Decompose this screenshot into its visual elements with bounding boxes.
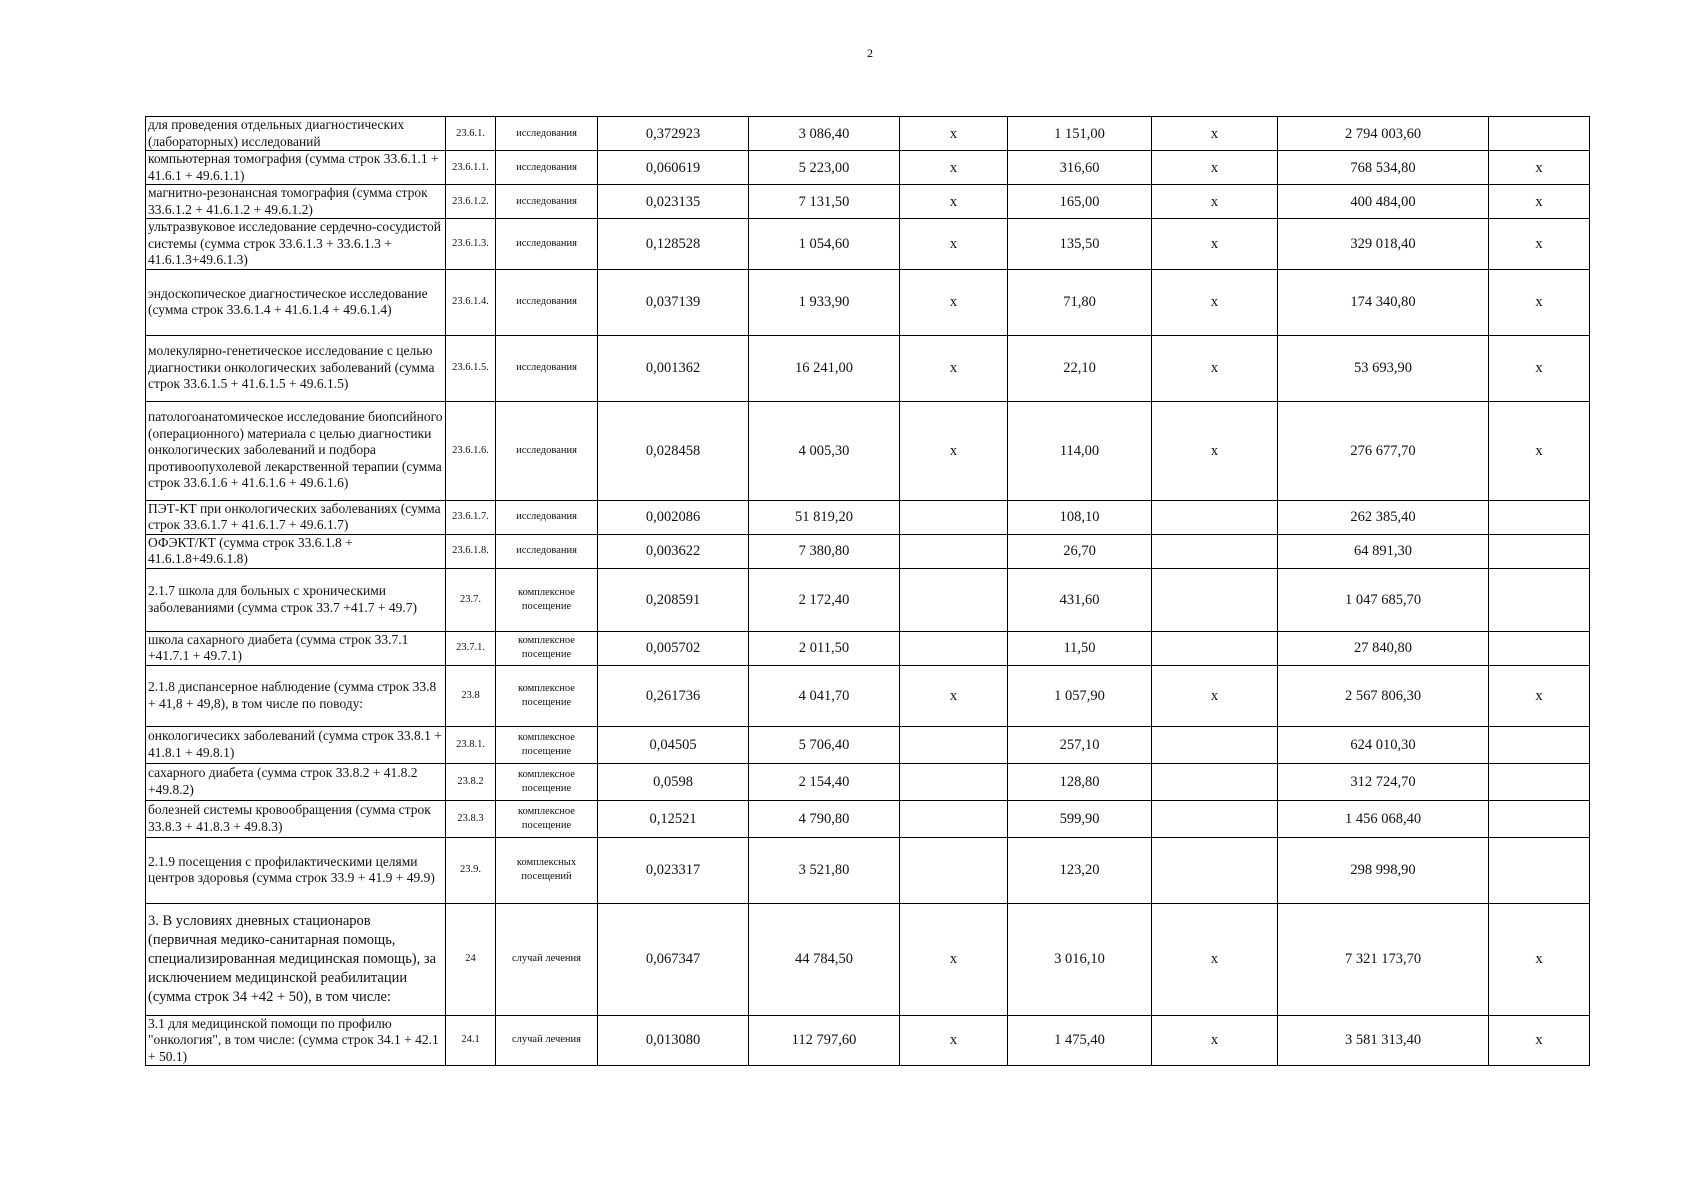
row-cost-cell: 4 005,30 xyxy=(749,401,900,500)
row-code-cell: 23.8.2 xyxy=(446,763,496,800)
row-cost-cell: 112 797,60 xyxy=(749,1015,900,1066)
row-cost-cell: 1 933,90 xyxy=(749,269,900,335)
row-code-cell: 23.6.1.3. xyxy=(446,219,496,270)
row-col7-cell: 3 016,10 xyxy=(1008,903,1152,1015)
row-col8-cell xyxy=(1152,568,1278,631)
row-col7-cell: 22,10 xyxy=(1008,335,1152,401)
row-col10-cell: x xyxy=(1489,665,1590,726)
row-volume-cell: 0,261736 xyxy=(598,665,749,726)
row-cost-cell: 3 086,40 xyxy=(749,117,900,151)
row-cost-cell: 5 706,40 xyxy=(749,726,900,763)
row-volume-cell: 0,001362 xyxy=(598,335,749,401)
row-col7-cell: 431,60 xyxy=(1008,568,1152,631)
row-cost-cell: 3 521,80 xyxy=(749,837,900,903)
row-col6-cell xyxy=(900,837,1008,903)
row-col8-cell xyxy=(1152,800,1278,837)
row-code-cell: 23.6.1.4. xyxy=(446,269,496,335)
row-total-cell: 1 456 068,40 xyxy=(1278,800,1489,837)
row-cost-cell: 44 784,50 xyxy=(749,903,900,1015)
row-code-cell: 23.8.3 xyxy=(446,800,496,837)
row-code-cell: 23.6.1.2. xyxy=(446,185,496,219)
row-col6-cell: x xyxy=(900,269,1008,335)
row-unit-cell: исследования xyxy=(496,500,598,534)
row-col7-cell: 165,00 xyxy=(1008,185,1152,219)
row-total-cell: 27 840,80 xyxy=(1278,631,1489,665)
row-col6-cell xyxy=(900,800,1008,837)
row-col10-cell xyxy=(1489,726,1590,763)
row-col8-cell: x xyxy=(1152,335,1278,401)
row-name-cell: магнитно-резонансная томография (сумма строк 33.6.1.2 + 41.6.1.2 + 49.6.1.2) xyxy=(146,185,446,219)
row-col10-cell xyxy=(1489,534,1590,568)
row-volume-cell: 0,005702 xyxy=(598,631,749,665)
row-col10-cell: x xyxy=(1489,151,1590,185)
data-table xyxy=(145,116,1590,1066)
row-col10-cell: x xyxy=(1489,903,1590,1015)
row-col6-cell xyxy=(900,763,1008,800)
row-volume-cell: 0,028458 xyxy=(598,401,749,500)
row-col6-cell xyxy=(900,726,1008,763)
row-unit-cell: комплексное посещение xyxy=(496,800,598,837)
row-total-cell: 53 693,90 xyxy=(1278,335,1489,401)
row-cost-cell: 4 790,80 xyxy=(749,800,900,837)
row-unit-cell: комплексное посещение xyxy=(496,726,598,763)
row-col6-cell xyxy=(900,534,1008,568)
row-total-cell: 262 385,40 xyxy=(1278,500,1489,534)
row-volume-cell: 0,013080 xyxy=(598,1015,749,1066)
row-volume-cell: 0,067347 xyxy=(598,903,749,1015)
row-name-cell: 2.1.7 школа для больных с хроническими заболеваниями (сумма строк 33.7 +41.7 + 49.7) xyxy=(146,568,446,631)
row-col10-cell xyxy=(1489,763,1590,800)
table-row xyxy=(146,800,1590,837)
row-volume-cell: 0,128528 xyxy=(598,219,749,270)
table-row xyxy=(146,219,1590,270)
row-col10-cell: x xyxy=(1489,401,1590,500)
row-name-cell: сахарного диабета (сумма строк 33.8.2 + 41.8.2 +49.8.2) xyxy=(146,763,446,800)
row-unit-cell: исследования xyxy=(496,219,598,270)
row-code-cell: 23.7. xyxy=(446,568,496,631)
row-name-cell: онкологичесикх заболеваний (сумма строк 33.8.1 + 41.8.1 + 49.8.1) xyxy=(146,726,446,763)
row-cost-cell: 7 131,50 xyxy=(749,185,900,219)
table-row xyxy=(146,151,1590,185)
row-volume-cell: 0,002086 xyxy=(598,500,749,534)
row-total-cell: 174 340,80 xyxy=(1278,269,1489,335)
row-code-cell: 24 xyxy=(446,903,496,1015)
table-body xyxy=(146,117,1590,1066)
row-col10-cell xyxy=(1489,500,1590,534)
row-col6-cell xyxy=(900,500,1008,534)
row-unit-cell: исследования xyxy=(496,335,598,401)
row-volume-cell: 0,060619 xyxy=(598,151,749,185)
row-volume-cell: 0,023135 xyxy=(598,185,749,219)
row-total-cell: 64 891,30 xyxy=(1278,534,1489,568)
row-col7-cell: 316,60 xyxy=(1008,151,1152,185)
row-volume-cell: 0,372923 xyxy=(598,117,749,151)
row-unit-cell: комплексных посещений xyxy=(496,837,598,903)
row-unit-cell: исследования xyxy=(496,401,598,500)
row-unit-cell: случай лечения xyxy=(496,903,598,1015)
row-col8-cell: x xyxy=(1152,185,1278,219)
table-row xyxy=(146,903,1590,1015)
row-col8-cell xyxy=(1152,534,1278,568)
table-row xyxy=(146,837,1590,903)
row-cost-cell: 2 154,40 xyxy=(749,763,900,800)
row-name-cell: 3.1 для медицинской помощи по профилю "онкология", в том числе: (сумма строк 34.1 + 42.1 + 50.1) xyxy=(146,1015,446,1066)
row-col8-cell: x xyxy=(1152,117,1278,151)
row-volume-cell: 0,0598 xyxy=(598,763,749,800)
row-col10-cell xyxy=(1489,568,1590,631)
row-cost-cell: 7 380,80 xyxy=(749,534,900,568)
row-code-cell: 23.6.1.1. xyxy=(446,151,496,185)
row-unit-cell: исследования xyxy=(496,534,598,568)
row-name-cell: молекулярно-генетическое исследование с целью диагностики онкологических заболеваний (сумма строк 33.6.1.5 + 41.6.1.5 + 49.6.1.5) xyxy=(146,335,446,401)
row-code-cell: 23.6.1.8. xyxy=(446,534,496,568)
row-col8-cell: x xyxy=(1152,903,1278,1015)
row-col7-cell: 1 151,00 xyxy=(1008,117,1152,151)
row-col7-cell: 114,00 xyxy=(1008,401,1152,500)
table-row xyxy=(146,568,1590,631)
row-volume-cell: 0,023317 xyxy=(598,837,749,903)
row-cost-cell: 2 011,50 xyxy=(749,631,900,665)
row-name-cell: эндоскопическое диагностическое исследование (сумма строк 33.6.1.4 + 41.6.1.4 + 49.6.1.4) xyxy=(146,269,446,335)
row-col8-cell xyxy=(1152,631,1278,665)
row-col7-cell: 135,50 xyxy=(1008,219,1152,270)
row-col7-cell: 71,80 xyxy=(1008,269,1152,335)
row-unit-cell: случай лечения xyxy=(496,1015,598,1066)
row-name-cell: для проведения отдельных диагностических (лабораторных) исследований xyxy=(146,117,446,151)
row-cost-cell: 5 223,00 xyxy=(749,151,900,185)
row-col7-cell: 1 475,40 xyxy=(1008,1015,1152,1066)
row-col6-cell: x xyxy=(900,185,1008,219)
row-code-cell: 24.1 xyxy=(446,1015,496,1066)
row-col8-cell: x xyxy=(1152,665,1278,726)
row-col6-cell: x xyxy=(900,1015,1008,1066)
row-col7-cell: 599,90 xyxy=(1008,800,1152,837)
row-col8-cell xyxy=(1152,763,1278,800)
table-row xyxy=(146,726,1590,763)
row-col7-cell: 1 057,90 xyxy=(1008,665,1152,726)
row-total-cell: 298 998,90 xyxy=(1278,837,1489,903)
row-col8-cell: x xyxy=(1152,219,1278,270)
row-unit-cell: исследования xyxy=(496,117,598,151)
row-col10-cell xyxy=(1489,800,1590,837)
row-col7-cell: 108,10 xyxy=(1008,500,1152,534)
row-unit-cell: комплексное посещение xyxy=(496,763,598,800)
row-volume-cell: 0,037139 xyxy=(598,269,749,335)
row-name-cell: 2.1.9 посещения с профилактическими целями центров здоровья (сумма строк 33.9 + 41.9 + 49.9) xyxy=(146,837,446,903)
row-unit-cell: исследования xyxy=(496,151,598,185)
row-unit-cell: исследования xyxy=(496,269,598,335)
row-cost-cell: 4 041,70 xyxy=(749,665,900,726)
table-row xyxy=(146,763,1590,800)
row-unit-cell: комплексное посещение xyxy=(496,631,598,665)
row-total-cell: 3 581 313,40 xyxy=(1278,1015,1489,1066)
row-total-cell: 7 321 173,70 xyxy=(1278,903,1489,1015)
row-name-cell: ультразвуковое исследование сердечно-сосудистой системы (сумма строк 33.6.1.3 + 33.6.1.3 + 41.6.1.3+49.6.1.3) xyxy=(146,219,446,270)
row-cost-cell: 16 241,00 xyxy=(749,335,900,401)
row-total-cell: 329 018,40 xyxy=(1278,219,1489,270)
row-total-cell: 2 794 003,60 xyxy=(1278,117,1489,151)
row-total-cell: 624 010,30 xyxy=(1278,726,1489,763)
row-total-cell: 2 567 806,30 xyxy=(1278,665,1489,726)
row-name-cell: школа сахарного диабета (сумма строк 33.7.1 +41.7.1 + 49.7.1) xyxy=(146,631,446,665)
row-volume-cell: 0,003622 xyxy=(598,534,749,568)
table-row xyxy=(146,335,1590,401)
row-col8-cell: x xyxy=(1152,269,1278,335)
row-col7-cell: 257,10 xyxy=(1008,726,1152,763)
row-col10-cell: x xyxy=(1489,219,1590,270)
row-col10-cell: x xyxy=(1489,335,1590,401)
row-total-cell: 276 677,70 xyxy=(1278,401,1489,500)
row-code-cell: 23.6.1.6. xyxy=(446,401,496,500)
row-col6-cell xyxy=(900,568,1008,631)
row-col6-cell: x xyxy=(900,219,1008,270)
row-cost-cell: 2 172,40 xyxy=(749,568,900,631)
row-col8-cell xyxy=(1152,726,1278,763)
row-col10-cell: x xyxy=(1489,185,1590,219)
row-volume-cell: 0,12521 xyxy=(598,800,749,837)
row-unit-cell: комплексное посещение xyxy=(496,568,598,631)
row-name-cell: 3. В условиях дневных стационаров (первичная медико-санитарная помощь, специализированная медицинская помощь), за исключением медицинской реабилитации (сумма строк 34 +42 + 50), в том числе: xyxy=(146,903,446,1015)
row-name-cell: болезней системы кровообращения (сумма строк 33.8.3 + 41.8.3 + 49.8.3) xyxy=(146,800,446,837)
row-unit-cell: комплексное посещение xyxy=(496,665,598,726)
row-code-cell: 23.9. xyxy=(446,837,496,903)
row-col8-cell: x xyxy=(1152,151,1278,185)
table-row xyxy=(146,117,1590,151)
row-col8-cell xyxy=(1152,500,1278,534)
row-name-cell: компьютерная томография (сумма строк 33.6.1.1 + 41.6.1 + 49.6.1.1) xyxy=(146,151,446,185)
row-unit-cell: исследования xyxy=(496,185,598,219)
row-name-cell: ОФЭКТ/КТ (сумма строк 33.6.1.8 + 41.6.1.8+49.6.1.8) xyxy=(146,534,446,568)
row-col10-cell xyxy=(1489,117,1590,151)
row-col6-cell: x xyxy=(900,335,1008,401)
row-code-cell: 23.7.1. xyxy=(446,631,496,665)
row-col10-cell: x xyxy=(1489,269,1590,335)
row-col7-cell: 123,20 xyxy=(1008,837,1152,903)
row-col10-cell xyxy=(1489,837,1590,903)
row-name-cell: патологоанатомическое исследование биопсийного (операционного) материала с целью диагностики онкологических заболеваний и подбора противоопухолевой лекарственной терапии (сумма строк 33.6.1.6 + 41.6.1.6 + 49.6.1.6) xyxy=(146,401,446,500)
row-code-cell: 23.6.1. xyxy=(446,117,496,151)
row-volume-cell: 0,04505 xyxy=(598,726,749,763)
row-col6-cell: x xyxy=(900,117,1008,151)
row-col7-cell: 11,50 xyxy=(1008,631,1152,665)
row-name-cell: ПЭТ-КТ при онкологических заболеваниях (сумма строк 33.6.1.7 + 41.6.1.7 + 49.6.1.7) xyxy=(146,500,446,534)
row-total-cell: 400 484,00 xyxy=(1278,185,1489,219)
table-row xyxy=(146,185,1590,219)
table-row xyxy=(146,631,1590,665)
row-total-cell: 312 724,70 xyxy=(1278,763,1489,800)
page-number: 2 xyxy=(867,46,873,60)
row-col6-cell: x xyxy=(900,903,1008,1015)
table-row xyxy=(146,401,1590,500)
row-name-cell: 2.1.8 диспансерное наблюдение (сумма строк 33.8 + 41,8 + 49,8), в том числе по поводу: xyxy=(146,665,446,726)
row-col6-cell: x xyxy=(900,665,1008,726)
row-volume-cell: 0,208591 xyxy=(598,568,749,631)
table-row xyxy=(146,534,1590,568)
table-row xyxy=(146,269,1590,335)
row-code-cell: 23.6.1.5. xyxy=(446,335,496,401)
row-col7-cell: 128,80 xyxy=(1008,763,1152,800)
row-col7-cell: 26,70 xyxy=(1008,534,1152,568)
row-col10-cell xyxy=(1489,631,1590,665)
row-col8-cell: x xyxy=(1152,1015,1278,1066)
row-code-cell: 23.8 xyxy=(446,665,496,726)
row-code-cell: 23.6.1.7. xyxy=(446,500,496,534)
table-row xyxy=(146,1015,1590,1066)
row-col6-cell: x xyxy=(900,401,1008,500)
row-col6-cell xyxy=(900,631,1008,665)
row-cost-cell: 51 819,20 xyxy=(749,500,900,534)
table-row xyxy=(146,665,1590,726)
table-row xyxy=(146,500,1590,534)
row-col6-cell: x xyxy=(900,151,1008,185)
row-col8-cell xyxy=(1152,837,1278,903)
row-col10-cell: x xyxy=(1489,1015,1590,1066)
row-total-cell: 1 047 685,70 xyxy=(1278,568,1489,631)
row-col8-cell: x xyxy=(1152,401,1278,500)
row-code-cell: 23.8.1. xyxy=(446,726,496,763)
row-cost-cell: 1 054,60 xyxy=(749,219,900,270)
row-total-cell: 768 534,80 xyxy=(1278,151,1489,185)
